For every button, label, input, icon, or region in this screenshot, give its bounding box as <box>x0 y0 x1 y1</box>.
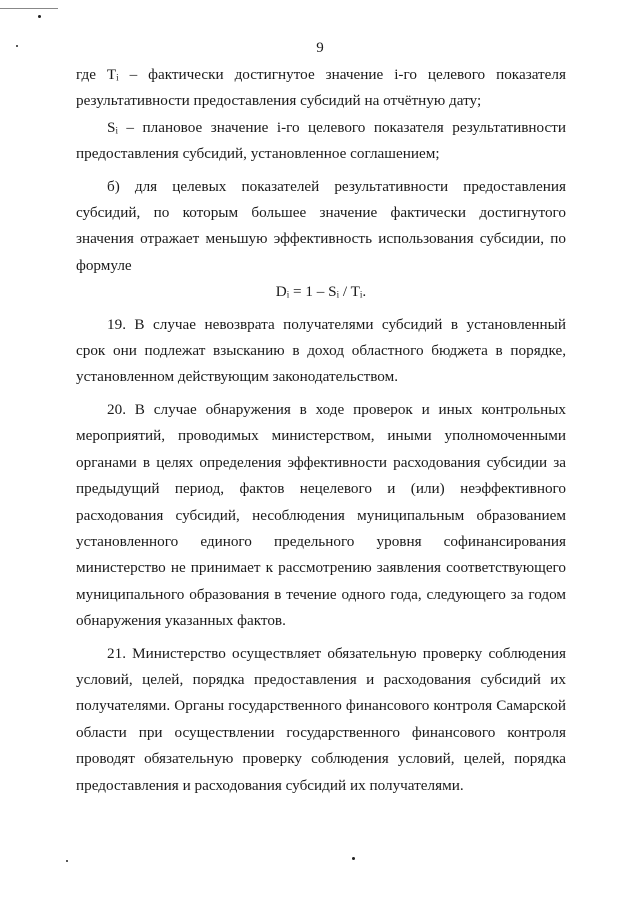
scan-edge-line <box>0 8 58 9</box>
paragraph-si-definition: Sᵢ – плановое значение i-го целевого показателя результативности предоставления субсидий, установленное соглашением; <box>76 118 566 163</box>
page-number: 9 <box>316 40 324 56</box>
paragraph-ti-definition: где Tᵢ – фактически достигнутое значение i-го целевого показателя результативности предоставления субсидий на отчётную дату; <box>76 66 566 110</box>
body-text <box>76 62 566 805</box>
paragraph-19: 19. В случае невозврата получателями субсидий в установленный срок они подлежат взысканию в доход областного бюджета в порядке, установленном действующим законодательством. <box>76 315 566 386</box>
formula-di: Dᵢ = 1 – Sᵢ / Tᵢ. <box>275 283 367 301</box>
paragraph-20: 20. В случае обнаружения в ходе проверок и иных контрольных мероприятий, проводимых министерством, иными уполномоченными органами в целях определения эффективности расходования субсидии за предыдущий период, фактов нецелевого и (или) неэффективного расходования субсидий, несоблюдения муниципальным образованием установленного единого предельного уровня софинансирования министерство не принимает к рассмотрению заявления соответствующего муниципального образования в течение одного года, следующего за годом обнаружения указанных фактов. <box>76 400 566 630</box>
paragraph-b-formula-intro: б) для целевых показателей результативности предоставления субсидий, по которым большее значение фактически достигнутого значения отражает меньшую эффективность использования субсидии, по формуле <box>76 177 566 274</box>
scan-speck <box>38 15 41 18</box>
paragraph-21: 21. Министерство осуществляет обязательную проверку соблюдения условий, целей, порядка предоставления и расходования субсидий их получателями. Органы государственного финансового контроля Самарской области при осуществлении государственного финансового контроля проводят обязательную проверку соблюдения условий, целей, порядка предоставления и расходования субсидий их получателями. <box>76 644 566 794</box>
scan-speck <box>66 860 68 862</box>
scan-speck <box>352 857 355 860</box>
